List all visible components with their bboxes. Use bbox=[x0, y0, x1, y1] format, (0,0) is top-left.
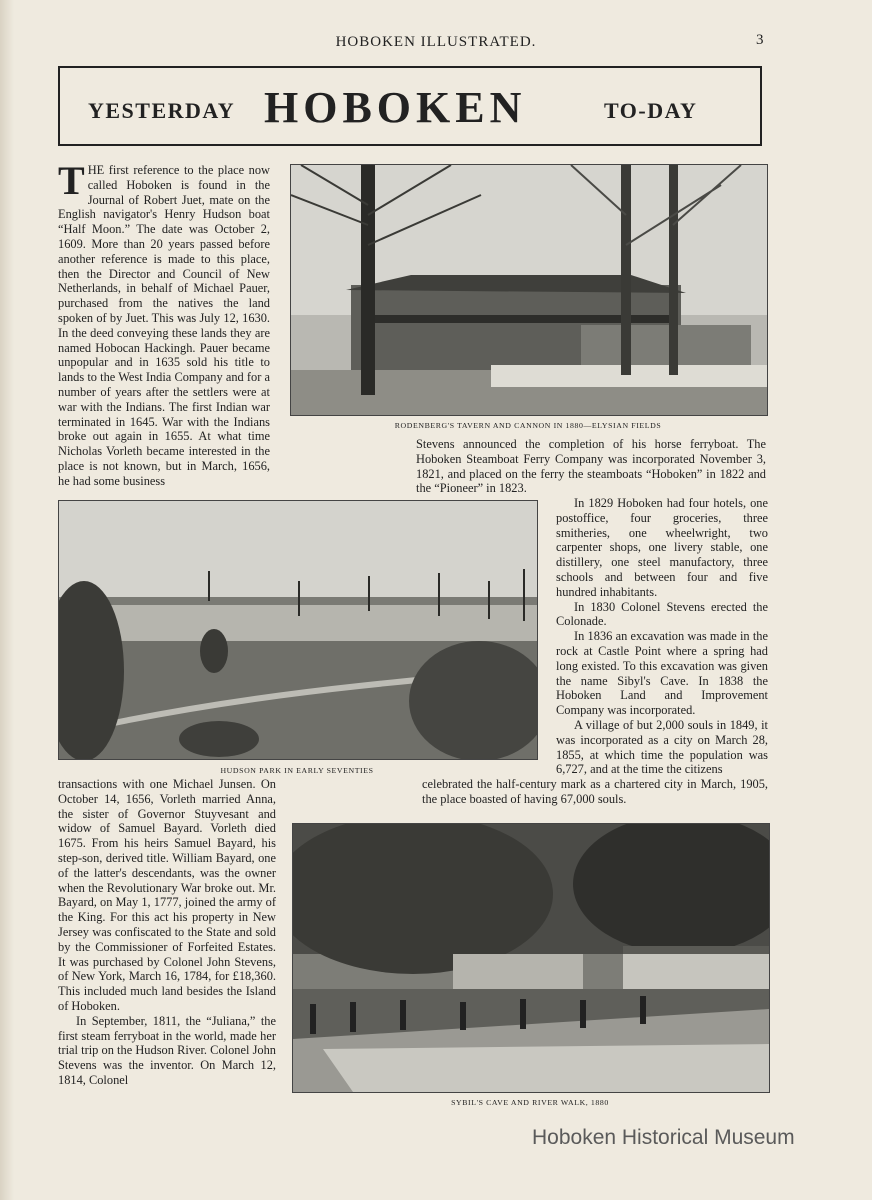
paragraph-vorleth: transactions with one Michael Junsen. On October 14, 1656, Vorleth married Anna, the sister of Governor Stuyvesant and widow of Samuel Bayard. Vorleth died 1675. From his heirs Samuel Bayard, his step-son, derived title. William Bayard, one of the latter's descendants, was the owner when the Revolutionary War broke out. Mr. Bayard, on May 1, 1777, joined the army of the King. For this act his property in New Jersey was confiscated to the State and sold by the Commissioner of Forfeited Estates. It was purchased by Colonel John Stevens, of New York, March 16, 1784, for £18,360. This included much land besides the Island of Hoboken. bbox=[58, 777, 276, 1013]
ferry-text: Stevens announced the completion of his horse ferryboat. The Hoboken Steamboat Ferry Company was incorporated November 3, 1821, and placed on the ferry the steamboats “Hoboken” in 1822 and the “Pioneer” in 1823. bbox=[416, 437, 766, 496]
title-yesterday: YESTERDAY bbox=[88, 98, 236, 123]
title-today: TO-DAY bbox=[604, 98, 698, 123]
title-banner bbox=[58, 66, 762, 146]
article-ferry-paragraph bbox=[416, 437, 766, 496]
paragraph-1830: In 1830 Colonel Stevens erected the Colonade. bbox=[556, 599, 768, 629]
caption-photo1: RODENBERG'S TAVERN AND CANNON IN 1880—ELYSIAN FIELDS bbox=[394, 421, 662, 430]
paragraph-1849: A village of but 2,000 souls in 1849, it was incorporated as a city on March 28, 1855, at which time the population was 6,727, and at the time the citizens bbox=[556, 717, 768, 777]
paragraph-juliana: In September, 1811, the “Juliana,” the first steam ferryboat in the world, made her trial trip on the Hudson River. Colonel John Stevens was the inventor. On March 12, 1814, Colonel bbox=[58, 1013, 276, 1087]
photo-rodenberg-tavern bbox=[290, 164, 768, 416]
title-hoboken: HOBOKEN bbox=[264, 83, 527, 132]
drop-cap: T bbox=[58, 158, 85, 203]
paragraph-1-text: HE first reference to the place now called Hoboken is found in the Journal of Robert Juet, mate on the English navigator's Henry Hudson boat “Half Moon.” The date was October 2, 1609. More than 20 years passed before another reference is made to this place, then the Director and Council of New Netherlands, in behalf of Michael Pauer, purchased from the natives the land spoken of by Juet. This was July 12, 1630. In the deed conveying these lands they are named Hobocan Hackingh. Pauer became unpopular and in 1635 sold his title to lands to the West India Company and for a number of years after the settlers were at war with the Indians. The first Indian war terminated in 1645. War with the Indians broke out again in 1655. At what time Nicholas Vorleth became interested in the place is not known, but in March, 1656, he had some business bbox=[58, 163, 270, 488]
article-city-continuation bbox=[422, 777, 768, 807]
running-head: HOBOKEN ILLUSTRATED. bbox=[335, 34, 537, 50]
page-edge-shadow bbox=[0, 0, 14, 1200]
photo-sybils-cave bbox=[292, 823, 770, 1093]
caption-photo3: SYBIL'S CAVE AND RIVER WALK, 1880 bbox=[451, 1098, 609, 1107]
paragraph-1836: In 1836 an excavation was made in the rock at Castle Point where a spring had long existed. To this excavation was given the name Sibyl's Cave. In 1838 the Hoboken Land and Improvement Company was incorporated. bbox=[556, 629, 768, 718]
museum-watermark: Hoboken Historical Museum bbox=[532, 1126, 795, 1149]
paragraph-1849-cont: celebrated the half-century mark as a chartered city in March, 1905, the place boasted of having 67,000 souls. bbox=[422, 777, 768, 806]
page-number: 3 bbox=[756, 32, 764, 48]
paragraph-1829: In 1829 Hoboken had four hotels, one postoffice, four groceries, three smitheries, one wheelwright, two carpenter shops, one livery stable, one distillery, one steel manufactory, three schools and between four and five hundred inhabitants. bbox=[556, 496, 768, 599]
article-paragraph-1 bbox=[58, 158, 270, 489]
photo-hudson-park bbox=[58, 500, 538, 760]
article-right-column bbox=[556, 496, 768, 777]
caption-photo2: HUDSON PARK IN EARLY SEVENTIES bbox=[220, 766, 374, 775]
article-left-lower-column bbox=[58, 777, 276, 1088]
